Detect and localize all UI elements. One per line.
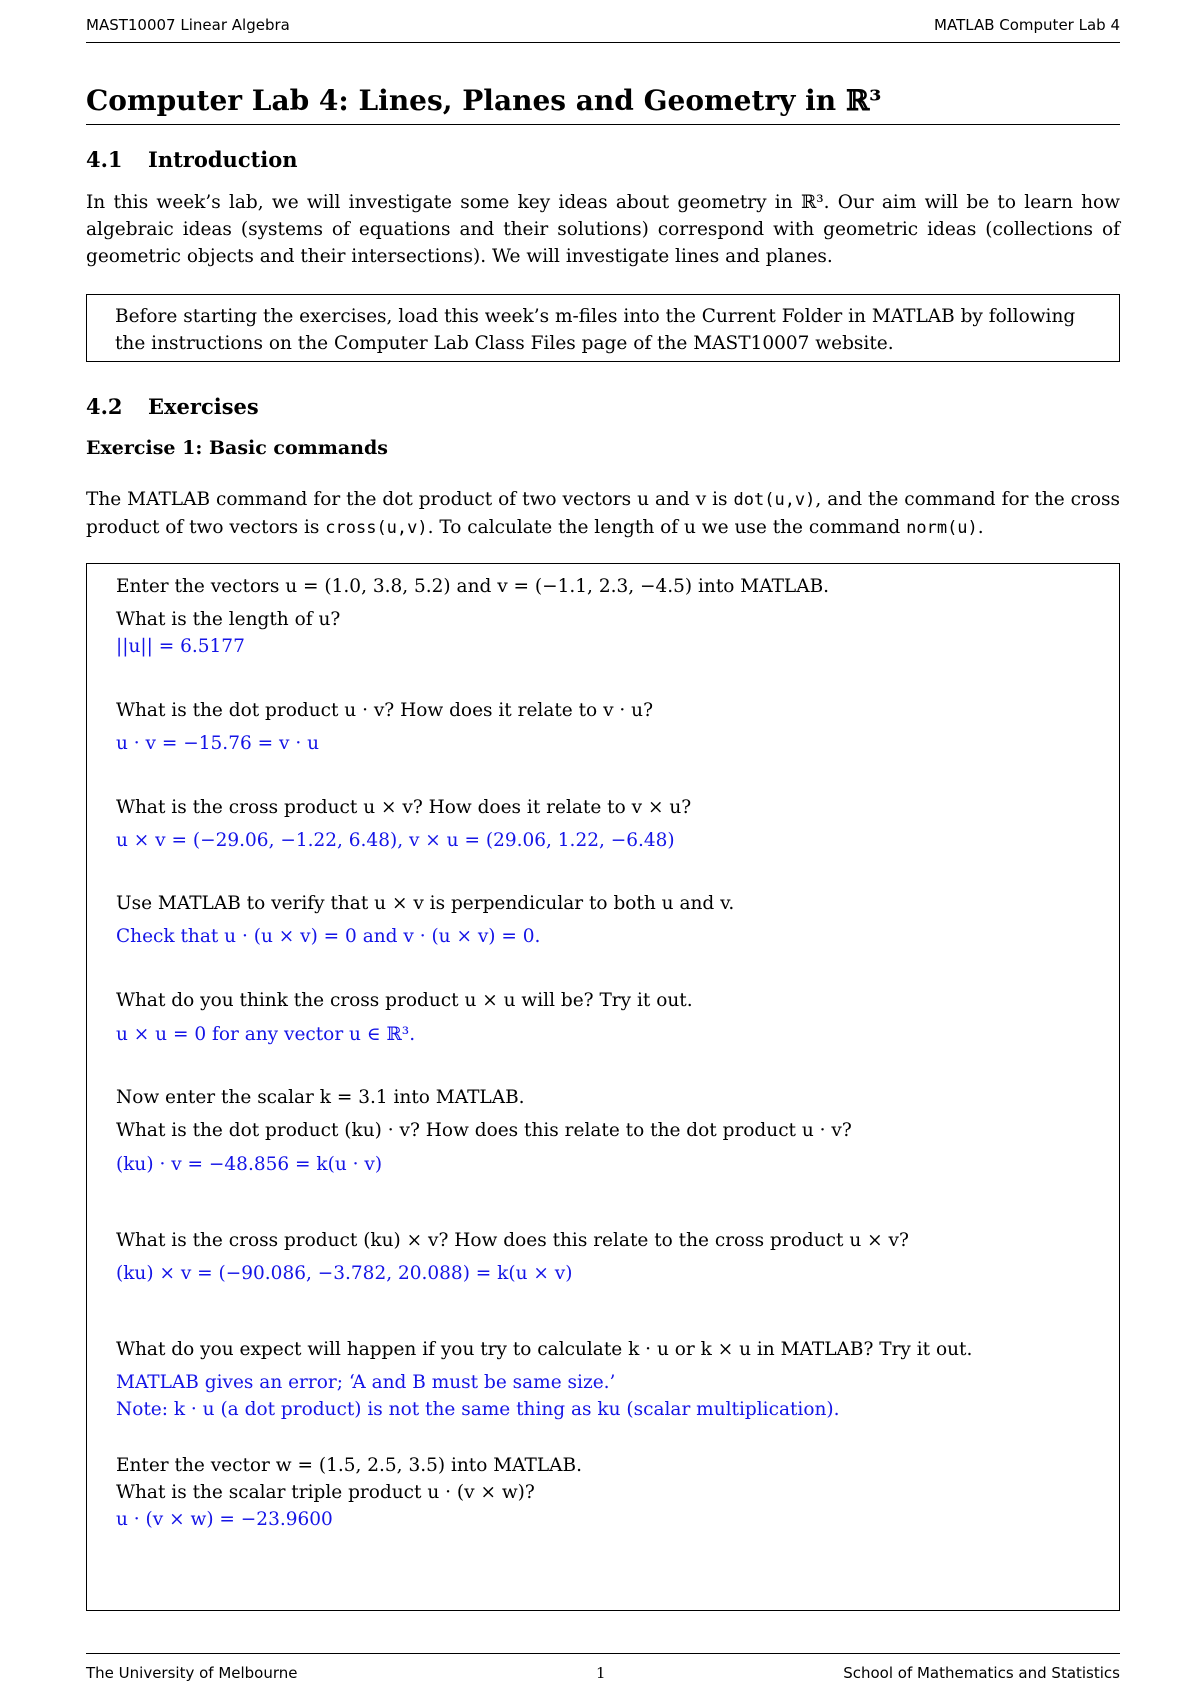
question-cross-product: What is the cross product u × v? How does it relate to v × u? [116, 797, 692, 818]
question-scalar-vector-ops: What do you expect will happen if you try to calculate k · u or k × u in MATLAB? Try it out. [116, 1339, 973, 1360]
intro-text-2: , and the command for the cross product of two vectors is [86, 489, 1120, 538]
norm-command: norm(u) [906, 518, 978, 538]
answer-scalar-vector-note: Note: k · u (a dot product) is not the same thing as ku (scalar multiplication). [116, 1399, 840, 1420]
answer-self-cross: u × u = 0 for any vector u ∈ ℝ³. [116, 1024, 416, 1045]
section-intro-heading [86, 147, 298, 172]
question-scaled-dot: What is the dot product (ku) · v? How does this relate to the dot product u · v? [116, 1120, 852, 1141]
footer-rule [86, 1653, 1120, 1654]
page-title: Computer Lab 4: Lines, Planes and Geometry in ℝ³ [86, 84, 882, 117]
dot-command: dot(u,v) [733, 490, 816, 510]
question-triple-product: What is the scalar triple product u · (v × w)? [116, 1482, 535, 1503]
answer-dot-product: u · v = −15.76 = v · u [116, 733, 320, 754]
notice-text: Before starting the exercises, load this week’s m-files into the Current Folder in MATLAB by following the instructions on the Computer Lab Class Files page of the MAST10007 website. [115, 306, 1076, 354]
intro-text-1: The MATLAB command for the dot product of two vectors u and v is [86, 489, 734, 510]
question-length: What is the length of u? [116, 609, 341, 630]
question-perpendicular: Use MATLAB to verify that u × v is perpendicular to both u and v. [116, 893, 735, 914]
question-scaled-cross: What is the cross product (ku) × v? How does this relate to the cross product u × v? [116, 1230, 909, 1251]
footer-university: The University of Melbourne [86, 1664, 298, 1682]
header-rule [86, 42, 1120, 43]
answer-perpendicular: Check that u · (u × v) = 0 and v · (u × v) = 0. [116, 926, 541, 947]
cross-command: cross(u,v) [325, 518, 428, 538]
section-exercises-title: Exercises [148, 394, 259, 419]
notice-box [86, 294, 1120, 362]
answer-scaled-dot: (ku) · v = −48.856 = k(u · v) [116, 1154, 383, 1175]
answer-scalar-vector-ops: MATLAB gives an error; ‘A and B must be same size.’ [116, 1372, 616, 1393]
exercise1-intro [86, 486, 1120, 542]
answer-length: ||u|| = 6.5177 [116, 636, 245, 657]
title-rule [86, 124, 1120, 125]
header-course: MAST10007 Linear Algebra [86, 16, 290, 34]
intro-text-3: . To calculate the length of u we use the command [427, 517, 907, 538]
question-self-cross: What do you think the cross product u × u will be? Try it out. [116, 990, 693, 1011]
answer-triple-product: u · (v × w) = −23.9600 [116, 1509, 333, 1530]
footer-school: School of Mathematics and Statistics [843, 1664, 1120, 1682]
question-dot-product: What is the dot product u · v? How does it relate to v · u? [116, 700, 654, 721]
question-enter-w: Enter the vector w = (1.5, 2.5, 3.5) into MATLAB. [116, 1455, 582, 1476]
intro-text-4: . [977, 517, 984, 538]
section-exercises-number: 4.2 [86, 394, 123, 419]
question-enter-vectors: Enter the vectors u = (1.0, 3.8, 5.2) and v = (−1.1, 2.3, −4.5) into MATLAB. [116, 576, 830, 597]
page-number: 1 [596, 1664, 606, 1682]
section-intro-title: Introduction [148, 147, 298, 172]
answer-scaled-cross: (ku) × v = (−90.086, −3.782, 20.088) = k(u × v) [116, 1263, 573, 1284]
question-enter-scalar: Now enter the scalar k = 3.1 into MATLAB. [116, 1087, 525, 1108]
intro-paragraph: In this week’s lab, we will investigate some key ideas about geometry in ℝ³. Our aim will be to learn how algebraic ideas (systems of equations and their solutions) correspond with geometric ideas (collections of geometric objects and their intersections). We will investigate lines and planes. [86, 192, 1120, 267]
exercise1-heading: Exercise 1: Basic commands [86, 437, 388, 459]
answer-cross-product: u × v = (−29.06, −1.22, 6.48), v × u = (29.06, 1.22, −6.48) [116, 830, 675, 851]
section-intro-number: 4.1 [86, 147, 123, 172]
header-lab: MATLAB Computer Lab 4 [934, 16, 1120, 34]
section-exercises-heading [86, 394, 259, 419]
